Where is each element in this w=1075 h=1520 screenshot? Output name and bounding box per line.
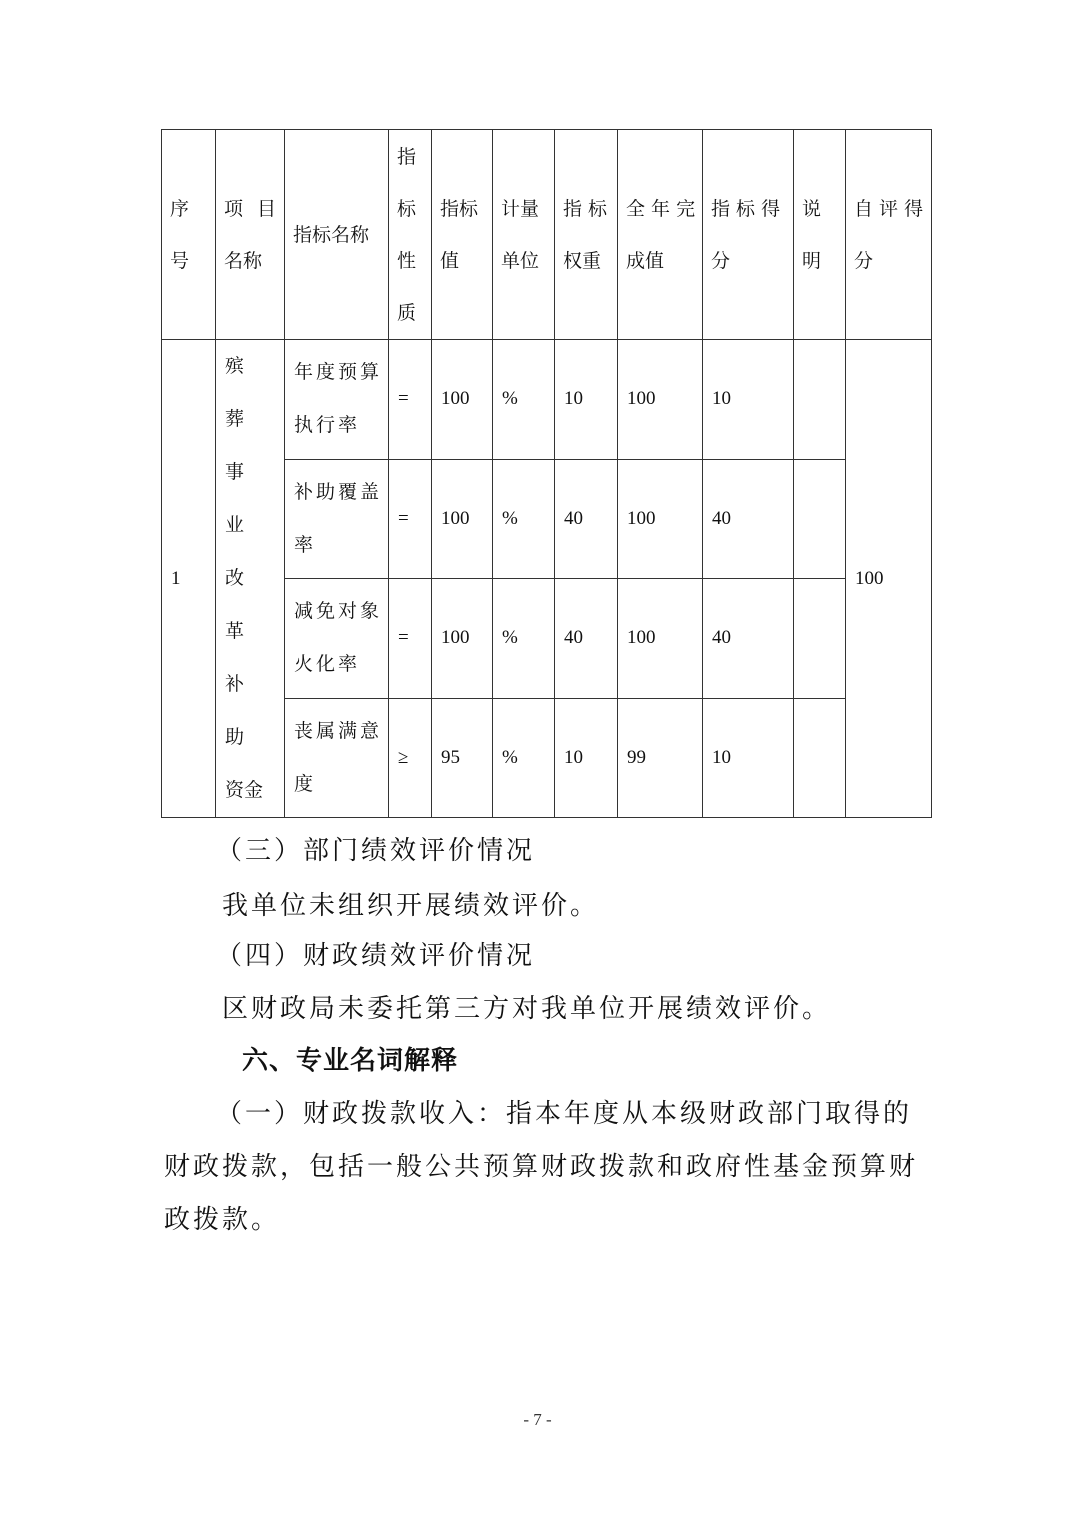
cell-unit: % (493, 459, 555, 579)
cell-completed: 99 (618, 698, 703, 818)
cell-weight: 10 (555, 340, 618, 460)
cell-nature: = (389, 579, 432, 699)
header-weight: 指 标 权重 (555, 130, 618, 340)
cell-nature: = (389, 340, 432, 460)
cell-score: 10 (703, 698, 794, 818)
page-number: - 7 - (523, 1410, 552, 1429)
header-nature: 指 标 性 质 (389, 130, 432, 340)
definition-line: （一）财政拨款收入：指本年度从本级财政部门取得的 (216, 1099, 913, 1129)
cell-note (794, 698, 846, 818)
header-self-score: 自 评 得 分 (846, 130, 932, 340)
header-seq: 序 号 (162, 130, 216, 340)
header-project: 项 目 名称 (216, 130, 285, 340)
cell-indicator-name: 丧属满意 度 (285, 698, 389, 818)
cell-score: 40 (703, 579, 794, 699)
header-unit: 计量 单位 (493, 130, 555, 340)
cell-weight: 10 (555, 698, 618, 818)
cell-completed: 100 (618, 340, 703, 460)
section-6-heading: 六、专业名词解释 (242, 1046, 459, 1076)
table-row (162, 340, 932, 460)
definition-line: 财政拨款，包括一般公共预算财政拨款和政府性基金预算财 (164, 1152, 919, 1182)
cell-unit: % (493, 340, 555, 460)
cell-weight: 40 (555, 579, 618, 699)
cell-note (794, 579, 846, 699)
cell-completed: 100 (618, 459, 703, 579)
cell-weight: 40 (555, 459, 618, 579)
cell-nature: = (389, 459, 432, 579)
cell-nature: ≥ (389, 698, 432, 818)
section-4-body: 区财政局未委托第三方对我单位开展绩效评价。 (222, 994, 832, 1024)
header-score: 指 标 得 分 (703, 130, 794, 340)
cell-note (794, 340, 846, 460)
header-indicator-name: 指标名称 (285, 130, 389, 340)
definition-line: 政拨款。 (164, 1205, 281, 1235)
cell-value: 100 (432, 340, 493, 460)
cell-score: 10 (703, 340, 794, 460)
cell-project-name: 殡 葬 事 业 改 革 补 助 资金 (216, 340, 285, 818)
performance-table (161, 129, 932, 818)
cell-indicator-name: 补助覆盖 率 (285, 459, 389, 579)
section-4-title: （四）财政绩效评价情况 (216, 941, 536, 971)
cell-unit: % (493, 698, 555, 818)
cell-note (794, 459, 846, 579)
cell-value: 100 (432, 579, 493, 699)
cell-indicator-name: 减免对象 火化率 (285, 579, 389, 699)
section-3-body: 我单位未组织开展绩效评价。 (222, 891, 600, 921)
cell-indicator-name: 年度预算 执行率 (285, 340, 389, 460)
header-completed: 全 年 完 成值 (618, 130, 703, 340)
cell-self-score: 100 (846, 340, 932, 818)
section-3-title: （三）部门绩效评价情况 (216, 836, 536, 866)
table-header-row (162, 130, 932, 340)
header-note: 说 明 (794, 130, 846, 340)
cell-score: 40 (703, 459, 794, 579)
cell-value: 95 (432, 698, 493, 818)
cell-unit: % (493, 579, 555, 699)
header-value: 指标 值 (432, 130, 493, 340)
cell-value: 100 (432, 459, 493, 579)
cell-seq: 1 (162, 340, 216, 818)
cell-completed: 100 (618, 579, 703, 699)
